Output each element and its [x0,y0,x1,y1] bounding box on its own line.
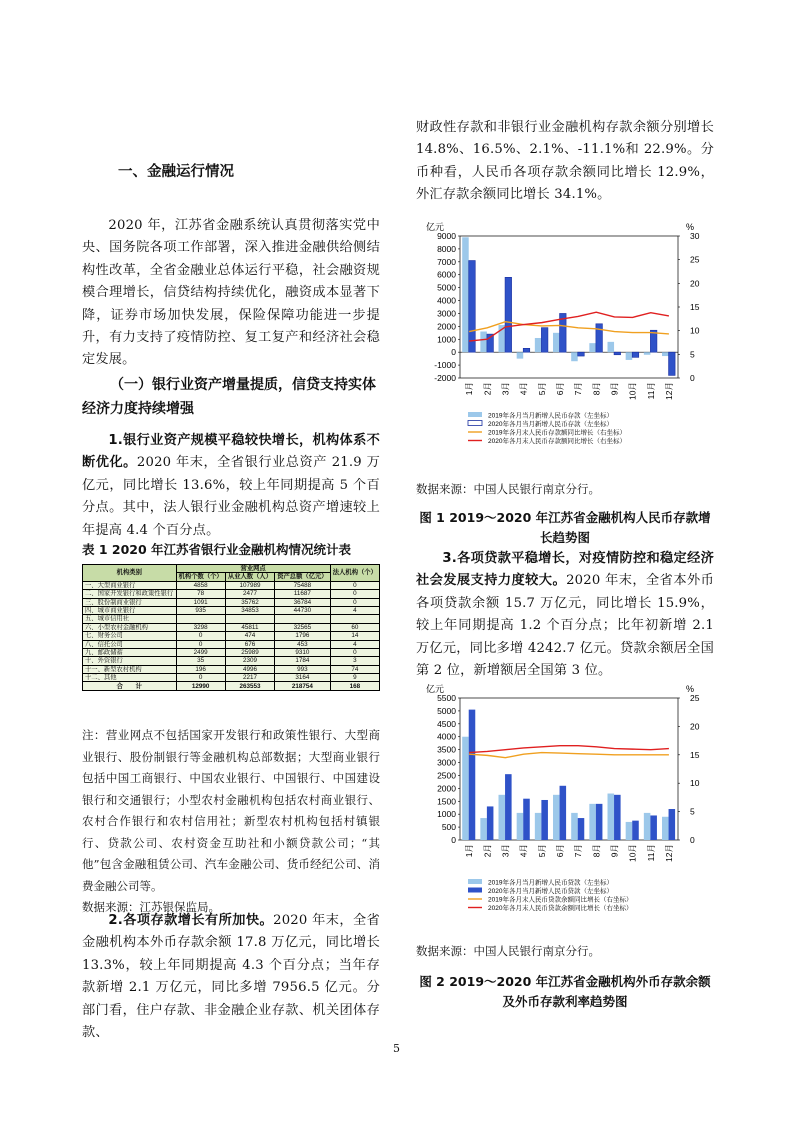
table-cell-value: 1091 [176,598,225,606]
table-cell-category: 六、小型农村金融机构 [83,623,177,631]
y-tick-label-left: 8000 [437,243,456,254]
table-cell-category: 七、财务公司 [83,632,177,640]
table-row [83,590,380,598]
table-row [83,648,380,656]
bar-2019 [499,795,506,840]
x-tick-label: 1月 [464,382,475,396]
series-line-2020 [469,746,669,753]
left-axis-unit: 亿元 [426,222,445,232]
table-cell-category: 三、股份制商业银行 [83,598,177,606]
legend-label: 2020年各月当月新增人民币贷款（左坐标） [488,888,613,895]
paragraph-2 [82,910,380,1044]
table-row [83,640,380,648]
x-tick-label: 11月 [645,382,656,400]
section-title: 一、金融运行情况 [118,164,234,180]
x-tick-label: 8月 [591,844,602,858]
table-cell-category: 一、大型商业银行 [83,581,177,589]
table-cell-value: 3 [330,657,379,665]
table-cell-value: 2477 [225,590,274,598]
header-group: 营业网点 [176,565,330,573]
x-tick-label: 6月 [554,382,565,396]
y-tick-label-left: 3000 [437,757,456,768]
table-cell-category: 十一、新型农村机构 [83,665,177,673]
bar-2020 [505,774,512,840]
paragraph-1 [82,430,380,542]
table-cell-value: 1796 [275,632,331,640]
table-cell-category: 九、邮政储蓄 [83,648,177,656]
y-tick-label-left: 5500 [437,693,456,703]
table-cell-value: 196 [176,665,225,673]
table-cell-value: 60 [330,623,379,631]
y-tick-label-left: 4500 [437,718,456,729]
table-cell-category: 五、城市信用社 [83,615,177,623]
y-tick-label-right: 30 [690,231,700,241]
bar-2019 [517,352,524,358]
subsection-title: （一）银行业资产增量提质，信贷支持实体经济力度持续增强 [82,377,376,417]
fig1-caption: 图 1 2019～2020 年江苏省金融机构人民币存款增长趋势图 [419,510,711,545]
x-tick-label: 3月 [500,844,511,858]
table-row [83,632,380,640]
table-cell-value: 14 [330,632,379,640]
bar-2019 [517,813,524,840]
bar-2019 [626,822,633,840]
y-tick-label-left: 2500 [437,770,456,781]
legend-label: 2020年各月末人民币存款额同比增长（右坐标） [488,438,626,445]
bar-2020 [578,818,585,840]
bar-2019 [608,342,615,352]
table-row [83,606,380,614]
bar-2020 [614,795,621,840]
bar-2019 [571,352,578,361]
legend-swatch [468,879,482,884]
table-cell-value: 0 [176,674,225,682]
y-tick-label-left: 0 [451,835,456,845]
y-tick-label-left: -2000 [434,373,456,383]
table-cell-value [176,615,225,623]
table-cell-value: 474 [225,632,274,640]
page-number: 5 [393,1042,400,1055]
x-tick-label: 4月 [518,844,529,858]
table-cell-value: 32565 [275,623,331,631]
bar-2020 [469,261,476,353]
table-cell-value: 45811 [225,623,274,631]
y-tick-label-left: 1000 [437,809,456,820]
legend-label: 2019年各月当月新增人民币存款（左坐标） [488,412,613,420]
bar-2020 [578,352,585,356]
table-cell-value: 2309 [225,657,274,665]
paragraph-3-lead: 3.各项贷款平稳增长，对疫情防控和稳定经济社会发展支持力度较大。 [416,551,714,589]
bar-2019 [571,813,578,840]
table-row [83,657,380,665]
table-row [83,623,380,631]
bar-2019 [553,795,560,840]
paragraph-1-lead: 1.银行业资产规模平稳较快增长，机构体系不断优化。 [82,433,380,471]
bank-institutions-table [82,564,380,691]
x-tick-label: 2月 [482,382,493,396]
left-axis-unit: 亿元 [426,684,445,694]
table-cell-value: 0 [330,598,379,606]
bar-2019 [480,332,487,353]
paragraph-2-lead: 2.各项存款增长有所加快。 [108,913,274,928]
legend-swatch [468,888,482,893]
y-tick-label-right: 15 [690,749,700,760]
y-tick-label-right: 5 [690,349,695,360]
table-cell-value [225,615,274,623]
y-tick-label-left: -1000 [434,360,456,371]
x-tick-label: 9月 [609,844,620,858]
table-cell-value: 75488 [275,581,331,589]
y-tick-label-left: 3000 [437,308,456,319]
table-row [83,598,380,606]
paragraph-3 [416,548,714,682]
x-tick-label: 3月 [500,382,511,396]
bar-2019 [535,338,542,352]
y-tick-label-left: 2000 [437,783,456,794]
x-tick-label: 10月 [627,382,638,400]
table-cell-value: 0 [330,648,379,656]
bar-2019 [589,804,596,840]
bar-2020 [523,348,530,352]
table-cell-value: 9310 [275,648,331,656]
table-cell-value: 107989 [225,581,274,589]
bar-2020 [469,710,476,840]
paragraph-1-text: 2020 年末，全省银行业总资产 21.9 万亿元，同比增长 13.6%，较上年同期提高 5 个百分点。其中，法人银行业金融机构总资产增速较上年提高 4.4 个百分点。 [82,455,380,538]
bar-2019 [553,333,560,352]
table-cell-value: 0 [330,581,379,589]
legend-swatch [468,412,482,417]
table-source: 数据来源：江苏银保监局。 [82,900,220,914]
x-tick-label: 11月 [645,844,656,862]
header-category: 机构类别 [83,565,177,582]
table-cell-value: 2499 [176,648,225,656]
fig1-source: 数据来源：中国人民银行南京分行。 [416,482,600,496]
y-tick-label-right: 10 [690,778,700,789]
bar-2019 [662,817,669,840]
y-tick-label-right: 15 [690,302,700,312]
bar-2019 [535,813,542,840]
bar-2019 [644,352,651,355]
y-tick-label-right: 10 [690,325,700,336]
x-tick-label: 7月 [573,382,584,396]
table-cell-value: 34853 [225,606,274,614]
bar-2020 [541,328,548,353]
table-cell-category: 二、国家开发银行和政策性银行 [83,590,177,598]
y-tick-label-left: 6000 [437,269,456,280]
y-tick-label-left: 4000 [437,295,456,306]
bar-2019 [644,813,651,840]
table-cell-value [330,615,379,623]
fx-loan-chart [416,680,714,920]
bar-2019 [480,818,487,840]
header-count: 机构个数（个） [176,573,225,581]
y-tick-label-right: 0 [690,835,695,845]
table-cell-value: 35 [176,657,225,665]
legend-label: 2020年各月当月新增人民币存款（左坐标） [488,421,613,428]
table-cell-value: 74 [330,665,379,673]
bar-2020 [632,352,639,357]
table-cell-value: 4996 [225,665,274,673]
bar-2019 [462,237,469,352]
legend-label: 2020年各月末人民币贷款余额同比增长（右坐标） [488,905,633,912]
bar-2020 [614,352,621,355]
bar-2020 [523,799,530,840]
table-cell-value: 218754 [275,682,331,690]
bar-2019 [589,343,596,352]
y-tick-label-right: 25 [690,693,700,703]
legend-label: 2019年各月末人民币贷款余额同比增长（右坐标） [488,896,633,904]
intro-paragraph: 2020 年，江苏省金融系统认真贯彻落实党中央、国务院各项工作部署，深入推进金融供给侧结构性改革，全省金融业总体运行平稳，社会融资规模合理增长，信贷结构持续优化，融资成本显著下降，证券市场加快发展，保险保障功能进一步提升，有力支持了疫情防控、复工复产和经济社会稳定发展。 [82,218,380,368]
legend-swatch [468,421,482,426]
y-tick-label-left: 1500 [437,796,456,807]
x-tick-label: 5月 [536,382,547,396]
right-top-paragraph: 财政性存款和非银行业金融机构存款余额分别增长 14.8%、16.5%、2.1%、-11.1%和 22.9%。分币种看，人民币各项存款余额同比增长 12.9%，外汇存款余额同比增长 34.1%。 [416,120,714,203]
table-cell-value: 1784 [275,657,331,665]
table-cell-value: 78 [176,590,225,598]
table-row [83,615,380,623]
bar-2020 [669,809,676,840]
bar-2019 [626,352,633,360]
bar-2019 [662,352,669,356]
x-tick-label: 12月 [663,844,674,862]
table-cell-value: 168 [330,682,379,690]
table-cell-value: 25989 [225,648,274,656]
paragraph-3-text: 2020 年末，全省本外币各项贷款余额 15.7 万亿元，同比增长 15.9%，较上年同期提高 1.2 个百分点；比年初新增 2.1 万亿元，同比多增 4242.7 亿元。贷款余额居全国第 2 位，新增额居全国第 3 位。 [416,573,714,679]
header-legal: 法人机构（个） [330,565,379,582]
table-cell-value: 4 [330,640,379,648]
table-cell-value: 0 [176,640,225,648]
table-cell-value [275,615,331,623]
bar-2019 [462,737,469,840]
x-tick-label: 4月 [518,382,529,396]
x-tick-label: 8月 [591,382,602,396]
table-caption: 表 1 2020 年江苏省银行业金融机构情况统计表 [82,542,352,557]
x-tick-label: 9月 [609,382,620,396]
x-tick-label: 6月 [554,844,565,858]
table-row [83,665,380,673]
right-axis-unit: % [686,684,695,694]
table-cell-value: 676 [225,640,274,648]
header-assets: 资产总额（亿元） [275,573,331,581]
table-cell-value: 36784 [275,598,331,606]
table-cell-category: 十、外资银行 [83,657,177,665]
table-cell-value: 0 [176,632,225,640]
x-tick-label: 5月 [536,844,547,858]
table-cell-value: 4 [330,606,379,614]
paragraph-2-text: 2020 年末，全省金融机构本外币存款余额 17.8 万亿元，同比增长 13.3%，较上年同期提高 4.3 个百分点；当年存款新增 2.1 万亿元，同比多增 7956.5 亿元。分部门看，住户存款、非金融企业存款、机关团体存款、 [82,913,380,1041]
table-cell-value: 12990 [176,682,225,690]
series-line-2019 [469,753,669,758]
bar-2019 [608,794,615,840]
right-axis-unit: % [686,222,695,232]
table-cell-value: 2217 [225,674,274,682]
bar-2020 [596,804,603,840]
y-tick-label-left: 500 [441,822,456,833]
y-tick-label-left: 7000 [437,256,456,267]
y-tick-label-left: 9000 [437,231,456,241]
table-cell-category: 十二、其他 [83,674,177,682]
header-staff: 从业人数（人） [225,573,274,581]
y-tick-label-left: 5000 [437,705,456,716]
table-cell-category: 八、信托公司 [83,640,177,648]
y-tick-label-left: 5000 [437,282,456,293]
y-tick-label-right: 20 [690,721,700,732]
fig2-caption: 图 2 2019～2020 年江苏省金融机构外币存款余额及外币存款利率趋势图 [419,974,711,1009]
plot-frame [460,236,678,378]
bar-2020 [596,324,603,352]
bar-2020 [669,352,676,375]
fig2-source: 数据来源：中国人民银行南京分行。 [416,944,600,958]
y-tick-label-left: 1000 [437,334,456,345]
bar-2020 [650,815,657,840]
table-cell-value: 4858 [176,581,225,589]
y-tick-label-right: 5 [690,806,695,817]
table-cell-value: 0 [330,590,379,598]
y-tick-label-right: 25 [690,254,700,265]
table-cell-value: 35762 [225,598,274,606]
legend-label: 2019年各月末人民币存款额同比增长（右坐标） [488,429,626,437]
table-cell-value: 935 [176,606,225,614]
bar-2020 [560,786,567,840]
x-tick-label: 1月 [464,844,475,858]
x-tick-label: 7月 [573,844,584,858]
table-row [83,674,380,682]
bar-2020 [541,800,548,840]
x-tick-label: 2月 [482,844,493,858]
y-tick-label-left: 0 [451,347,456,358]
y-tick-label-left: 3500 [437,744,456,755]
y-tick-label-left: 4000 [437,731,456,742]
table-cell-value: 9 [330,674,379,682]
deposit-chart [416,210,714,460]
table-cell-category: 四、城市商业银行 [83,606,177,614]
table-note: 注：营业网点不包括国家开发银行和政策性银行、大型商业银行、股份制银行等金融机构总部数据；大型商业银行包括中国工商银行、中国农业银行、中国银行、中国建设银行和交通银行；小型农村金融机构包括农村商业银行、农村合作银行和农村信用社；新型农村机构包括村镇银行、贷款公司、农村资金互助社和小额贷款公司；“其他”包含金融租赁公司、汽车金融公司、货币经纪公司、消费金融公司等。 [82,728,380,893]
bar-2020 [487,806,494,840]
y-tick-label-right: 0 [690,373,695,383]
bar-2020 [505,277,512,352]
table-cell-value: 3164 [275,674,331,682]
x-tick-label: 12月 [663,382,674,400]
y-tick-label-left: 2000 [437,321,456,332]
table-cell-value: 11687 [275,590,331,598]
table-cell-value: 44730 [275,606,331,614]
legend-label: 2019年各月当月新增人民币贷款（左坐标） [488,879,613,887]
bar-2020 [632,821,639,840]
table-cell-value: 993 [275,665,331,673]
table-total-row [83,682,380,690]
x-tick-label: 10月 [627,844,638,862]
table-cell-value: 263553 [225,682,274,690]
table-cell-value: 453 [275,640,331,648]
table-cell-category: 合 计 [83,682,177,690]
y-tick-label-right: 20 [690,278,700,289]
table-cell-value: 3298 [176,623,225,631]
table-row [83,581,380,589]
